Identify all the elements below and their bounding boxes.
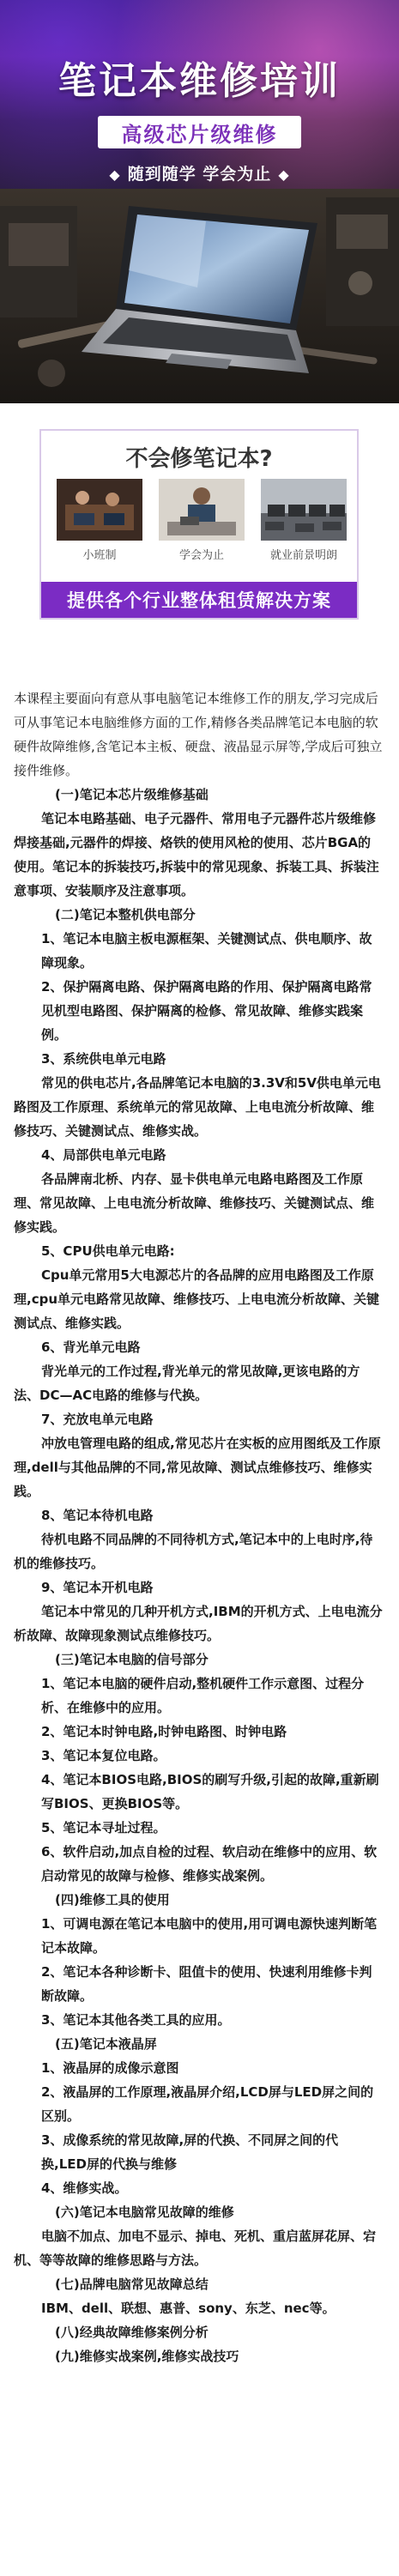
item-paragraph: 待机电路不同品牌的不同待机方式,笔记本中的上电时序,待机的维修技巧。: [14, 1532, 373, 1571]
list-item: 4、笔记本BIOS电路,BIOS的刷写升级,引起的故障,重新刷写BIOS、更换BIOS等。: [41, 1772, 379, 1811]
section-heading: (五)笔记本液晶屏: [55, 2036, 157, 2052]
section-paragraph: 笔记本电路基础、电子元器件、常用电子元器件芯片级维修焊接基础,元器件的焊接、烙铁的使用风枪的使用、芯片BGA的使用。笔记本的拆装技巧,拆装中的常见现象、拆装工具、拆装注意事项、安装顺序及注意事项。: [14, 811, 379, 898]
section-paragraph: 电脑不加点、加电不显示、掉电、死机、重启蓝屏花屏、宕机、等等故障的维修思路与方法。: [14, 2228, 377, 2268]
photo-caption: 学会为止: [178, 549, 224, 562]
list-item: 4、局部供电单元电路: [41, 1147, 166, 1163]
list-item: 2、笔记本时钟电路,时钟电路图、时钟电路: [41, 1724, 287, 1739]
list-item: 1、液晶屏的成像示意图: [41, 2060, 179, 2076]
list-item: 2、笔记本各种诊断卡、阻值卡的使用、快速利用维修卡判断故障。: [41, 1964, 372, 2004]
section-heading: (六)笔记本电脑常见故障的维修: [55, 2204, 234, 2220]
section-heading: (九)维修实战案例,维修实战技巧: [55, 2349, 239, 2364]
list-item: 9、笔记本开机电路: [41, 1580, 154, 1595]
list-item: 4、维修实战。: [41, 2180, 128, 2196]
list-item: 3、笔记本其他各类工具的应用。: [41, 2012, 231, 2028]
learn-until-mastered-photo: [159, 479, 245, 541]
list-item: 3、成像系统的常见故障,屏的代换、不同屏之间的代换,LED屏的代换与维修: [41, 2132, 339, 2172]
photo-caption: 小班制: [82, 549, 117, 562]
hero-banner: [0, 0, 399, 403]
section-heading: (二)笔记本整机供电部分: [55, 907, 196, 922]
section-heading: (一)笔记本芯片级维修基础: [55, 787, 209, 802]
item-paragraph: 各品牌南北桥、内存、显卡供电单元电路电路图及工作原理、常见故障、上电电流分析故障、维修技巧、关键测试点、维修实践。: [14, 1171, 375, 1235]
section-heading: (八)经典故障维修案例分析: [55, 2325, 209, 2340]
intro-paragraph: 本课程主要面向有意从事电脑笔记本维修工作的朋友,学习完成后可从事笔记本电脑维修方面的工作,精修各类品牌笔记本电脑的软硬件故障维修,含笔记本主板、硬盘、液晶显示屏等,学成后可独立接件维修。: [14, 691, 383, 778]
list-item: 6、软件启动,加点自检的过程、软启动在维修中的应用、软启动常见的故障与检修、维修实战案例。: [41, 1844, 378, 1884]
list-item: 3、系统供电单元电路: [41, 1051, 166, 1067]
list-item: 7、充放电单元电路: [41, 1412, 154, 1427]
card-photo-row: [50, 479, 350, 560]
hero-tagline: 随到随学 学会为止: [127, 165, 272, 184]
list-item: 5、笔记本寻址过程。: [41, 1820, 166, 1835]
hero-subtitle-box: [98, 116, 301, 148]
hero-title: 笔记本维修培训: [58, 59, 341, 103]
section-paragraph: IBM、dell、联想、惠普、sony、东芝、nec等。: [41, 2301, 336, 2316]
item-paragraph: Cpu单元常用5大电源芯片的各品牌的应用电路图及工作原理,cpu单元电路常见故障、维修技巧、上电电流分析故障、关键测试点、维修实践。: [14, 1267, 380, 1331]
item-paragraph: 冲放电管理电路的组成,常见芯片在实板的应用图纸及工作原理,dell与其他品牌的不同,常见故障、测试点维修技巧、维修实践。: [14, 1436, 381, 1499]
card-title: 不会修笔记本?: [125, 446, 273, 472]
hero-subtitle: 高级芯片级维修: [121, 122, 278, 147]
list-item: 8、笔记本待机电路: [41, 1508, 154, 1523]
promo-card: [39, 429, 359, 620]
section-heading: (四)维修工具的使用: [55, 1892, 170, 1908]
laptop-workbench-image: [0, 189, 399, 403]
list-item: 1、笔记本电脑的硬件启动,整机硬件工作示意图、过程分析、在维修中的应用。: [41, 1676, 365, 1715]
item-paragraph: 笔记本中常见的几种开机方式,IBM的开机方式、上电电流分析故障、故障现象测试点维修技巧。: [14, 1604, 383, 1643]
diamond-icon: ◆: [109, 166, 121, 183]
list-item: 1、可调电源在笔记本电脑中的使用,用可调电源快速判断笔记本故障。: [41, 1916, 378, 1956]
small-class-photo: [57, 479, 142, 541]
item-paragraph: 背光单元的工作过程,背光单元的常见故障,更该电路的方法、DC—AC电路的维修与代换。: [14, 1364, 360, 1403]
section-heading: (七)品牌电脑常见故障总结: [55, 2277, 209, 2292]
list-item: 2、保护隔离电路、保护隔离电路的作用、保护隔离电路常见机型电路图、保护隔离的检修、常见故障、维修实践案例。: [41, 979, 372, 1043]
item-paragraph: 常见的供电芯片,各品牌笔记本电脑的3.3V和5V供电单元电路图及工作原理、系统单元的常见故障、上电电流分析故障、维修技巧、关键测试点、维修实战。: [14, 1075, 381, 1139]
list-item: 1、笔记本电脑主板电源框架、关键测试点、供电顺序、故障现象。: [41, 931, 372, 971]
photo-caption: 就业前景明朗: [269, 549, 337, 562]
list-item: 5、CPU供电单元电路:: [41, 1243, 175, 1259]
list-item: 2、液晶屏的工作原理,液晶屏介绍,LCD屏与LED屏之间的区别。: [41, 2084, 374, 2124]
list-item: 6、背光单元电路: [41, 1339, 141, 1355]
card-banner: 提供各个行业整体租赁解决方案: [41, 582, 357, 618]
course-description: [14, 686, 383, 2368]
diamond-icon: ◆: [278, 166, 290, 183]
section-heading: (三)笔记本电脑的信号部分: [55, 1652, 209, 1667]
hero-tagline-row: [0, 161, 399, 184]
employment-prospects-photo: [261, 479, 347, 541]
list-item: 3、笔记本复位电路。: [41, 1748, 166, 1763]
